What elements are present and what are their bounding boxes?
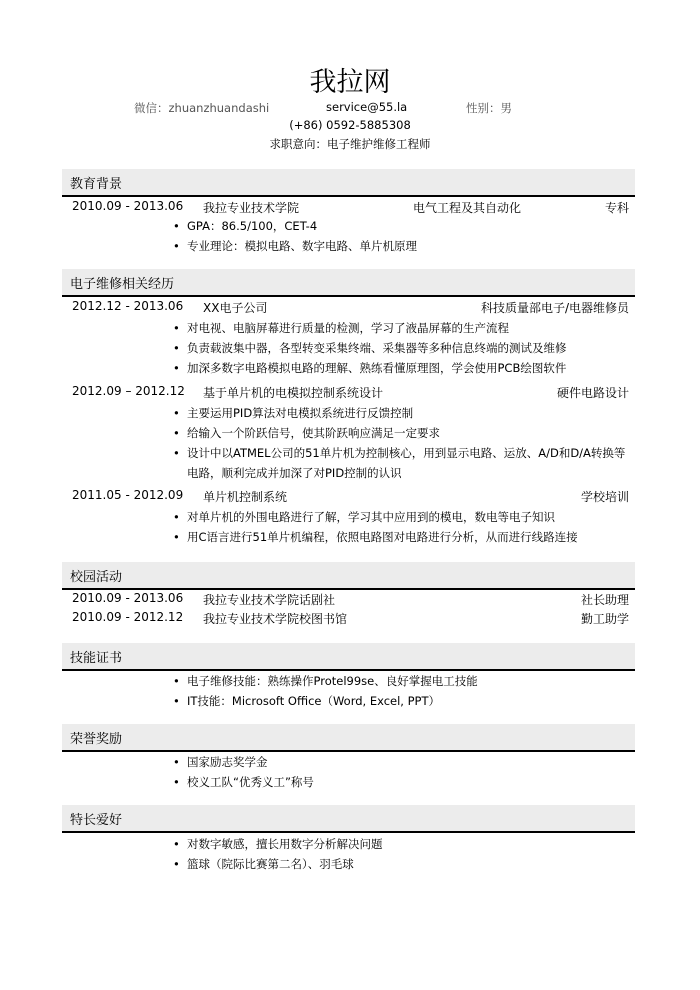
organization: 我拉专业技术学院话剧社 <box>203 593 336 607</box>
list-item: • 专业理论：模拟电路、数字电路、单片机原理 <box>187 236 417 256</box>
section-skills <box>62 643 635 669</box>
section-title: 特长爱好 <box>70 813 123 828</box>
date: 2011.05 - 2012.09 <box>72 488 184 502</box>
organization: XX电子公司 <box>203 301 268 315</box>
date: 2010.09 - 2012.12 <box>72 610 184 624</box>
candidate-name: 我拉网 <box>309 67 391 98</box>
divider <box>62 195 635 197</box>
list-item: • 主要运用PID算法对电模拟系统进行反馈控制 <box>187 403 413 423</box>
experience-row <box>72 384 629 402</box>
role: 社长助理 <box>580 593 629 607</box>
section-title: 校园活动 <box>70 570 123 585</box>
list-item: • 对单片机的外围电路进行了解，学习其中应用到的模电，数电等电子知识 <box>187 507 555 527</box>
divider <box>62 295 635 297</box>
section-title: 技能证书 <box>70 651 123 666</box>
list-item: • 加深多数字电路模拟电路的理解、熟练看懂原理图，学会使用PCB绘图软件 <box>187 358 566 378</box>
date: 2012.12 - 2013.06 <box>72 299 184 313</box>
section-education <box>62 169 635 195</box>
role: 勤工助学 <box>580 612 629 626</box>
section-title: 荣誉奖励 <box>70 732 123 747</box>
email: service@55.la <box>326 100 408 114</box>
date: 2010.09 - 2013.06 <box>72 199 184 213</box>
date: 2012.09 – 2012.12 <box>72 384 185 398</box>
section-campus <box>62 562 635 588</box>
gender: 性别：男 <box>466 101 512 115</box>
list-item: • 校义工队“优秀义工”称号 <box>187 772 314 792</box>
list-item: • 对电视、电脑屏幕进行质量的检测，学习了液晶屏幕的生产流程 <box>187 318 509 338</box>
section-hobbies <box>62 805 635 831</box>
job-objective: 求职意向：电子维护维修工程师 <box>269 137 431 151</box>
divider <box>62 831 635 833</box>
experience-row <box>72 488 629 506</box>
list-item: • IT技能：Microsoft Office（Word, Excel, PPT） <box>187 691 440 711</box>
list-item: • 对数字敏感，擅长用数字分析解决问题 <box>187 834 383 854</box>
list-item: • GPA：86.5/100，CET-4 <box>187 216 317 236</box>
list-item: • 篮球（院际比赛第二名）、羽毛球 <box>187 854 354 874</box>
major: 电气工程及其自动化 <box>413 201 522 215</box>
organization: 基于单片机的电模拟控制系统设计 <box>203 386 384 400</box>
role: 科技质量部电子/电器维修员 <box>480 301 629 315</box>
phone: (+86) 0592-5885308 <box>289 118 411 132</box>
organization: 单片机控制系统 <box>203 490 288 504</box>
divider <box>62 588 635 590</box>
education-row <box>72 199 629 217</box>
role: 硬件电路设计 <box>556 386 629 400</box>
campus-row <box>72 610 629 628</box>
list-item: • 设计中以ATMEL公司的51单片机为控制核心，用到显示电路、运放、A/D和D/A转换等电路，顺利完成并加深了对PID控制的认识 <box>187 443 627 483</box>
list-item: • 给输入一个阶跃信号，使其阶跃响应满足一定要求 <box>187 423 440 443</box>
list-item: • 国家励志奖学金 <box>187 752 268 772</box>
list-item: • 用C语言进行51单片机编程，依照电路图对电路进行分析，从而进行线路连接 <box>187 527 578 547</box>
list-item: • 负责载波集中器，各型转变采集终端、采集器等多种信息终端的测试及维修 <box>187 338 567 358</box>
organization: 我拉专业技术学院校图书馆 <box>203 612 348 626</box>
section-experience <box>62 269 635 295</box>
campus-row <box>72 591 629 609</box>
date: 2010.09 - 2013.06 <box>72 591 184 605</box>
list-item: • 电子维修技能：熟练操作Protel99se、良好掌握电工技能 <box>187 671 478 691</box>
role: 学校培训 <box>580 490 629 504</box>
experience-row <box>72 299 629 317</box>
section-title: 教育背景 <box>70 177 123 192</box>
divider <box>62 750 635 752</box>
wechat: 微信：zhuanzhuandashi <box>134 101 270 115</box>
section-honors <box>62 724 635 750</box>
school: 我拉专业技术学院 <box>203 201 300 215</box>
section-title: 电子维修相关经历 <box>70 277 175 292</box>
degree: 专科 <box>604 201 629 215</box>
